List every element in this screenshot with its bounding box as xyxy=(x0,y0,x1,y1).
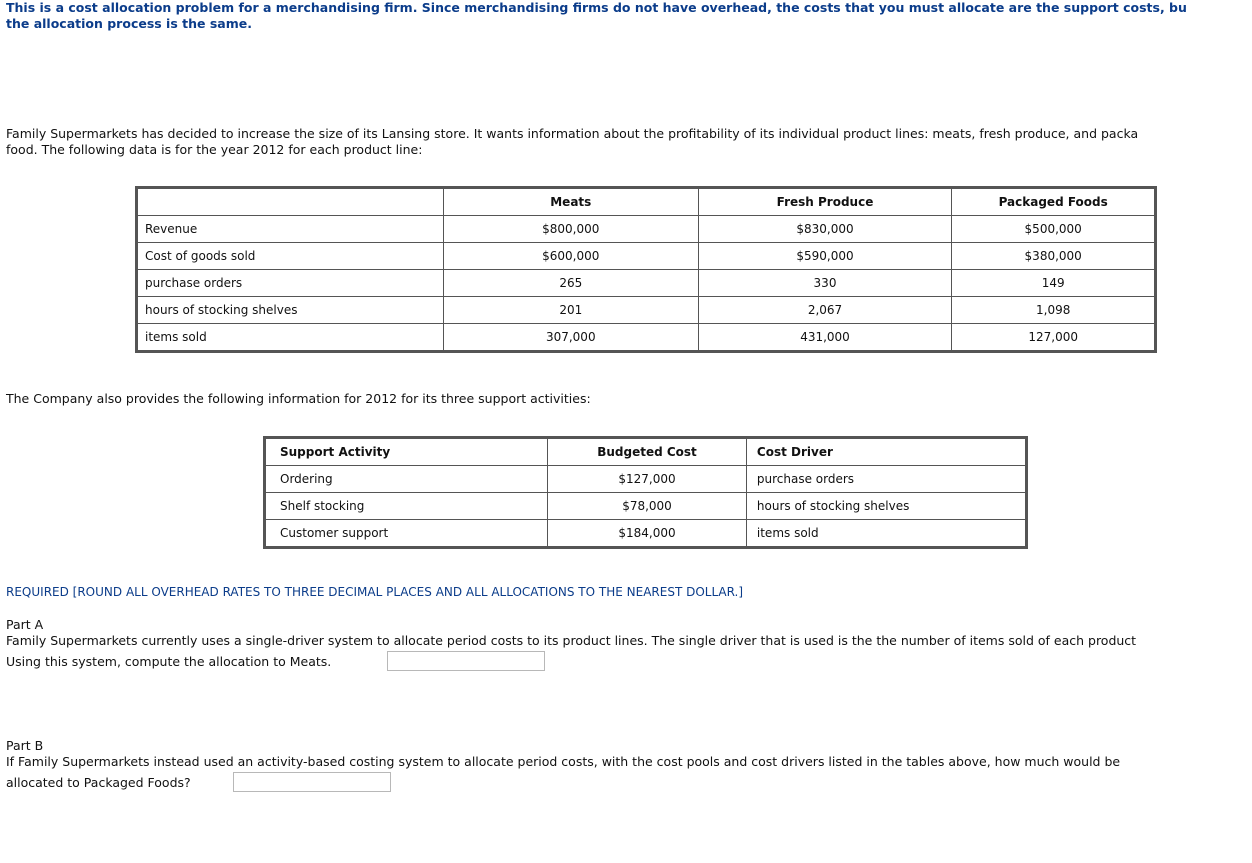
table-cell: 201 xyxy=(443,297,698,324)
intro-text xyxy=(6,0,1252,32)
table-row xyxy=(265,493,1027,520)
part-b-answer-input[interactable] xyxy=(233,772,391,792)
support-activities-table xyxy=(263,436,1028,549)
row-label: Cost of goods sold xyxy=(137,243,444,270)
table-cell: 1,098 xyxy=(952,297,1156,324)
header-cell-packaged-foods: Packaged Foods xyxy=(952,188,1156,216)
header-cell-meats: Meats xyxy=(443,188,698,216)
header-cell-cost-driver: Cost Driver xyxy=(746,438,1026,466)
header-cell-support-activity: Support Activity xyxy=(265,438,548,466)
table-cell: 127,000 xyxy=(952,324,1156,352)
table-cell: purchase orders xyxy=(746,466,1026,493)
part-a-question-line-2: Using this system, compute the allocation to Meats. xyxy=(6,654,332,669)
intro-line-1: This is a cost allocation problem for a merchandising firm. Since merchandising firms do not have overhead, the costs that you must allocate are the support costs, bu xyxy=(6,0,1187,15)
row-label: items sold xyxy=(137,324,444,352)
table-cell: $78,000 xyxy=(548,493,747,520)
row-label: purchase orders xyxy=(137,270,444,297)
header-cell-budgeted-cost: Budgeted Cost xyxy=(548,438,747,466)
table-cell: 307,000 xyxy=(443,324,698,352)
scenario-text xyxy=(6,126,1138,158)
part-b-question-line-1: If Family Supermarkets instead used an activity-based costing system to allocate period costs, with the cost pools and cost drivers listed in the tables above, how much would be xyxy=(6,754,1121,769)
header-cell-fresh-produce: Fresh Produce xyxy=(698,188,952,216)
part-b-question-line-2: allocated to Packaged Foods? xyxy=(6,775,191,790)
table-cell: 330 xyxy=(698,270,952,297)
table-cell: $380,000 xyxy=(952,243,1156,270)
row-label: Shelf stocking xyxy=(265,493,548,520)
table-row xyxy=(137,324,1156,352)
table-row xyxy=(137,216,1156,243)
table-row xyxy=(137,243,1156,270)
table-row xyxy=(137,270,1156,297)
scenario-line-1: Family Supermarkets has decided to increase the size of its Lansing store. It wants information about the profitability of its individual product lines: meats, fresh produce, and packa xyxy=(6,126,1139,141)
required-note: REQUIRED [ROUND ALL OVERHEAD RATES TO THREE DECIMAL PLACES AND ALL ALLOCATIONS TO THE NEAREST DOLLAR.] xyxy=(6,585,744,599)
table-row xyxy=(265,466,1027,493)
table-cell: $590,000 xyxy=(698,243,952,270)
table-row xyxy=(137,297,1156,324)
table-cell: $184,000 xyxy=(548,520,747,548)
table-cell: 149 xyxy=(952,270,1156,297)
table-row xyxy=(265,520,1027,548)
row-label: Customer support xyxy=(265,520,548,548)
part-a-answer-input[interactable] xyxy=(387,651,545,671)
support-intro-text: The Company also provides the following information for 2012 for its three support activities: xyxy=(6,391,591,406)
table-cell: 265 xyxy=(443,270,698,297)
scenario-line-2: food. The following data is for the year 2012 for each product line: xyxy=(6,142,423,157)
header-cell xyxy=(137,188,444,216)
intro-line-2: the allocation process is the same. xyxy=(6,16,252,31)
row-label: Ordering xyxy=(265,466,548,493)
table-cell: $127,000 xyxy=(548,466,747,493)
table-cell: 2,067 xyxy=(698,297,952,324)
table-cell: $800,000 xyxy=(443,216,698,243)
table-cell: 431,000 xyxy=(698,324,952,352)
table-cell: items sold xyxy=(746,520,1026,548)
table-header-row xyxy=(137,188,1156,216)
table-cell: $500,000 xyxy=(952,216,1156,243)
row-label: hours of stocking shelves xyxy=(137,297,444,324)
table-cell: hours of stocking shelves xyxy=(746,493,1026,520)
table-cell: $600,000 xyxy=(443,243,698,270)
part-b-title: Part B xyxy=(6,738,44,753)
product-lines-table xyxy=(135,186,1157,353)
table-header-row xyxy=(265,438,1027,466)
row-label: Revenue xyxy=(137,216,444,243)
table-cell: $830,000 xyxy=(698,216,952,243)
part-a-title: Part A xyxy=(6,617,44,632)
part-a-question-line-1: Family Supermarkets currently uses a single-driver system to allocate period costs to its product lines. The single driver that is used is the the number of items sold of each product xyxy=(6,633,1137,648)
